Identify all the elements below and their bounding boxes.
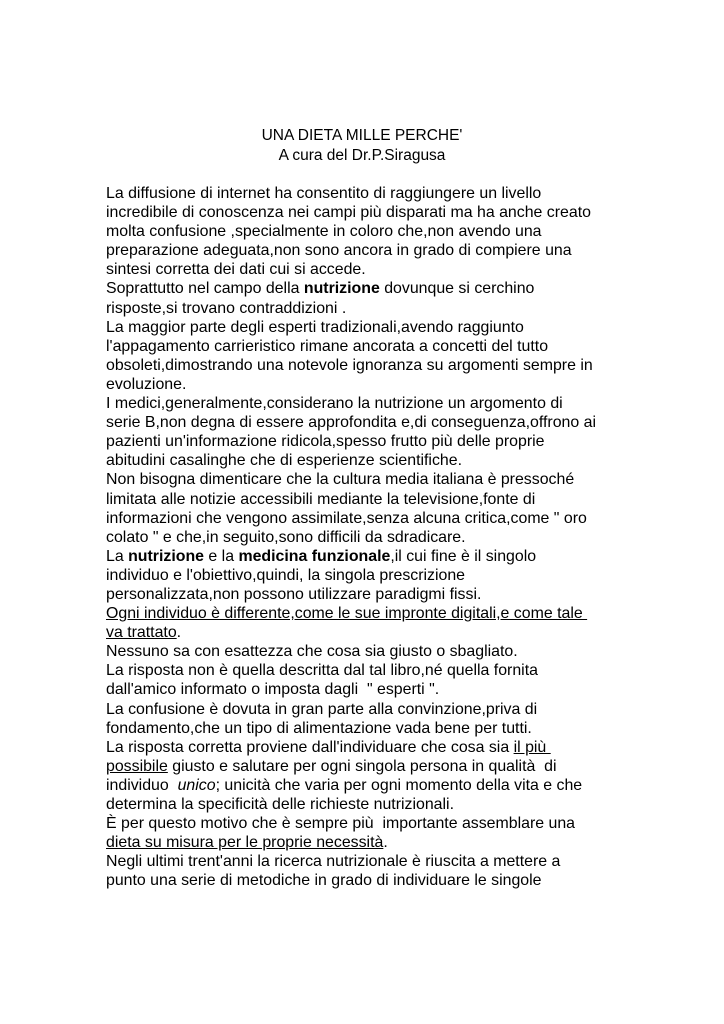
text-segment: colato " e che,in seguito,sono difficili da sdradicare. (106, 528, 466, 546)
document-subtitle: A cura del Dr.P.Siragusa (278, 147, 446, 164)
text-segment: obsoleti,dimostrando una notevole ignoranza su argomenti sempre in (106, 356, 593, 374)
text-line (106, 661, 626, 680)
text-segment: giusto e salutare per ogni singola persona in qualità di (167, 757, 557, 775)
text-segment: sintesi corretta dei dati cui si accede. (106, 261, 366, 279)
text-segment: . (176, 624, 182, 642)
text-line (106, 814, 626, 833)
text-line (106, 680, 626, 699)
text-segment: Non bisogna dimenticare che la cultura media italiana è pressoché (106, 471, 575, 489)
text-segment: nutrizione (128, 547, 205, 565)
text-segment: ,il cui fine è il singolo (390, 547, 537, 565)
text-segment: serie B,non degna di essere approfondita e,di conseguenza,offrono ai (106, 414, 597, 432)
text-segment: Negli ultimi trent'anni la ricerca nutrizionale è riuscita a mettere a (106, 853, 561, 871)
text-segment: personalizzata,non possono utilizzare paradigmi fissi. (106, 585, 482, 603)
text-segment: Nessuno sa con esattezza che cosa sia giusto o sbagliato. (106, 643, 518, 661)
text-line (106, 432, 626, 451)
text-line (106, 279, 626, 298)
text-line (106, 356, 626, 375)
text-segment: limitata alle notizie accessibili mediante la televisione,fonte di (106, 490, 536, 508)
text-line (106, 738, 626, 757)
text-segment: evoluzione. (106, 375, 187, 393)
text-segment: La risposta non è quella descritta dal tal libro,né quella fornita (106, 662, 538, 680)
text-line (106, 451, 626, 470)
document-title: UNA DIETA MILLE PERCHE' (261, 127, 463, 144)
text-line (106, 337, 626, 356)
text-segment: La risposta corretta proviene dall'individuare che cosa sia (106, 738, 514, 756)
text-segment: È per questo motivo che è sempre più importante assemblare una (106, 815, 576, 833)
text-line (106, 604, 626, 623)
text-segment: La diffusione di internet ha consentito di raggiungere un livello (106, 185, 542, 202)
text-line (106, 375, 626, 394)
text-segment: La confusione è dovuta in gran parte alla convinzione,priva di (106, 700, 538, 718)
text-line (106, 528, 626, 547)
text-segment: La (106, 547, 129, 565)
text-line (106, 394, 626, 413)
text-line (106, 470, 626, 489)
text-line (106, 776, 626, 795)
text-line (106, 642, 626, 661)
document-header (0, 126, 724, 166)
text-segment: Soprattutto nel campo della (106, 280, 304, 298)
text-line (106, 413, 626, 432)
text-segment: ; unicità che varia per ogni momento della vita e che (215, 776, 583, 794)
text-segment: va trattato (106, 624, 177, 642)
text-segment: dieta su misura per le proprie necessità (106, 834, 384, 852)
text-segment: abitudini casalinghe che di esperienze scientifiche. (106, 452, 462, 470)
text-line (106, 184, 626, 203)
text-segment: possibile (106, 757, 168, 775)
text-line (106, 222, 626, 241)
text-segment: risposte,si trovano contraddizioni . (106, 299, 347, 317)
text-segment: l'appagamento carrieristico rimane ancorata a concetti del tutto (106, 337, 549, 355)
text-line (106, 623, 626, 642)
text-segment: medicina funzionale (238, 547, 391, 565)
text-segment: dovunque si cerchino (379, 280, 535, 298)
text-segment: nutrizione (303, 280, 380, 298)
text-segment: e la (204, 547, 239, 565)
text-segment: il più (513, 738, 551, 756)
text-line (106, 757, 626, 776)
text-segment: dall'amico informato o imposta dagli " esperti ". (106, 681, 440, 699)
text-line (106, 509, 626, 528)
text-line (106, 719, 626, 738)
text-segment: unico (177, 776, 216, 794)
text-segment: individuo (106, 776, 178, 794)
text-line (106, 299, 626, 318)
document-body (106, 184, 626, 890)
text-segment: informazioni che vengono assimilate,senza alcuna critica,come " oro (106, 509, 587, 527)
text-segment: punto una serie di metodiche in grado di individuare le singole (106, 872, 542, 890)
text-line (106, 241, 626, 260)
text-line (106, 203, 626, 222)
text-line (106, 547, 626, 566)
text-line (106, 871, 626, 890)
text-segment: pazienti un'informazione ridicola,spesso frutto più delle proprie (106, 433, 545, 451)
text-segment: fondamento,che un tipo di alimentazione vada bene per tutti. (106, 719, 532, 737)
text-line (106, 566, 626, 585)
text-line (106, 833, 626, 852)
text-line (106, 795, 626, 814)
text-segment: individuo e l'obiettivo,quindi, la singola prescrizione (106, 566, 466, 584)
text-segment: determina la specificità delle richieste nutrizionali. (106, 796, 454, 813)
text-line (106, 700, 626, 719)
text-segment: La maggior parte degli esperti tradizionali,avendo raggiunto (106, 318, 524, 336)
text-segment: preparazione adeguata,non sono ancora in grado di compiere una (106, 242, 572, 260)
text-line (106, 318, 626, 337)
text-line (106, 585, 626, 604)
text-segment: molta confusione ,specialmente in coloro che,non avendo una (106, 223, 542, 241)
text-segment: incredibile di conoscenza nei campi più disparati ma ha anche creato (106, 204, 591, 222)
text-segment: I medici,generalmente,considerano la nutrizione un argomento di (106, 395, 563, 413)
text-segment: . (383, 834, 388, 852)
text-line (106, 490, 626, 509)
text-line (106, 852, 626, 871)
text-segment: Ogni individuo è differente,come le sue impronte digitali,e come tale (106, 605, 588, 623)
text-line (106, 260, 626, 279)
